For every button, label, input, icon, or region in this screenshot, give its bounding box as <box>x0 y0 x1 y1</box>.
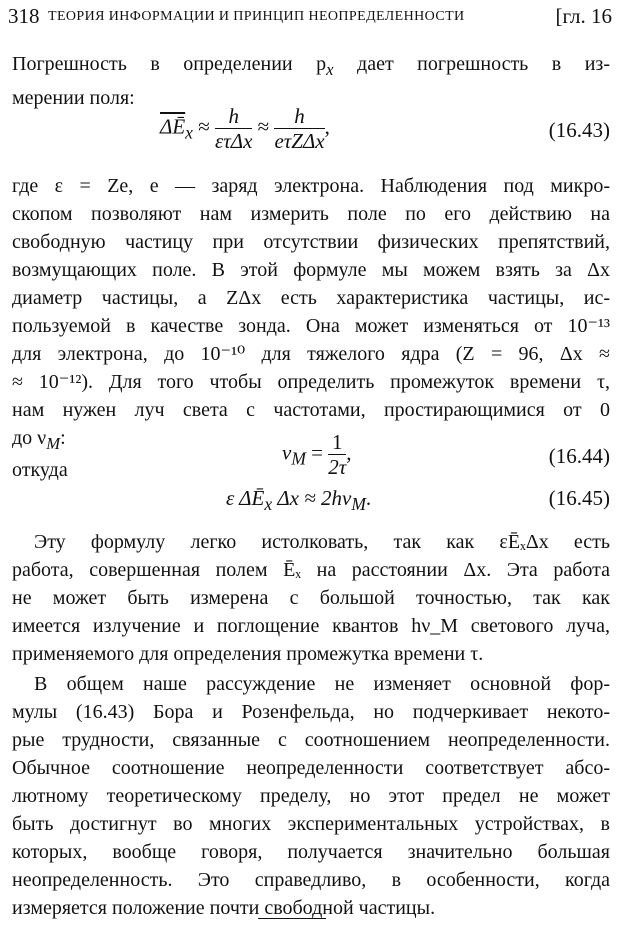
text-line: лютному теоретическому пределу, но этот предел не может <box>12 785 610 807</box>
text-line: для электрона, до 10⁻¹⁰ для тяжелого ядра (Z = 96, Δx ≈ <box>12 343 610 365</box>
text-line: которых, вообще говоря, получается значительно большая <box>12 841 610 863</box>
text-line: свободную частицу при отсутствии физических препятствий, <box>12 231 610 253</box>
equation-16-45: ε $\Delta Ē_x$ $\Delta x \approx 2h\nu_M$. (16.45) <box>226 486 610 515</box>
text-line: не может быть измерена с большой точностью, так как <box>12 587 610 609</box>
word-otkuda: откуда <box>12 459 68 481</box>
paragraph-interpretation <box>12 528 610 668</box>
text-line: измеряется положение почти свободной частицы. <box>12 897 436 919</box>
text-line: мулы (16.43) Бора и Розенфельда, но подчеркивает некото- <box>12 701 610 723</box>
running-header <box>8 4 612 30</box>
text-line: возмущающих поле. В этой формуле мы можем взять за Δx <box>12 259 610 281</box>
text-line: В общем наше рассуждение не изменяет основной фор- <box>34 673 610 695</box>
text-line: Эту формулу легко истолковать, так как εĒₓΔx есть <box>34 531 610 553</box>
text-line: до $\nu_M$: <box>12 427 66 453</box>
page-number: 318 <box>8 4 40 28</box>
paragraph-conclusion <box>12 670 610 922</box>
text-line: рые трудности, связанные с соотношением неопределенности. <box>12 729 610 751</box>
equation-16-44: $\nu_M$ = $\frac{1}{2\tau}$ , (16.44) <box>282 430 610 479</box>
equation-number: (16.43) <box>548 118 610 142</box>
text-line: Погрешность в определении $p_x$ дает погрешность в из- <box>12 53 610 79</box>
chapter-marker: [гл. 16 <box>555 4 612 28</box>
text-line: быть достигнут во многих экспериментальных устройствах, в <box>12 813 610 835</box>
equation-number: (16.44) <box>548 444 610 468</box>
text-line: неопределенность. Это справедливо, в особенности, когда <box>12 869 610 891</box>
text-line: нам нужен луч света с частотами, простирающимися от 0 <box>12 399 610 421</box>
text-line: скопом позволяют нам измерить поле по его действию на <box>12 203 610 225</box>
footer-rule <box>258 918 326 919</box>
text-line: работа, совершенная полем Ēₓ на расстоянии Δx. Эта работа <box>12 559 610 581</box>
text-line: ≈ 10⁻¹²). Для того чтобы определить промежуток времени τ, <box>12 371 610 393</box>
text-line: имеется излучение и поглощение квантов hν_M светового луча, <box>12 615 610 637</box>
running-title: ТЕОРИЯ ИНФОРМАЦИИ И ПРИНЦИП НЕОПРЕДЕЛЕННОСТИ <box>48 9 465 24</box>
text-line: Обычное соотношение неопределенности соответствует абсо- <box>12 757 610 779</box>
equation-number: (16.45) <box>548 486 610 510</box>
text-line: где ε = Ze, e — заряд электрона. Наблюдения под микро- <box>12 175 610 197</box>
text-line: диаметр частицы, а ZΔx есть характеристика частицы, ис- <box>12 287 610 309</box>
equation-16-43: $\overline{\Delta Ē}_x$ ≈ $\frac{h}{\text{ετΔx}}$ ≈ $\frac{h}{\text{eτZΔx}}$ , (16.43) <box>160 104 610 153</box>
paragraph-observation <box>12 172 610 458</box>
text-line: пользуемой в качестве зонда. Она может изменяться от 10⁻¹³ <box>12 315 610 337</box>
paragraph-intro <box>12 50 610 112</box>
text-line: мерении поля: <box>12 87 135 109</box>
text-line: применяемого для определения промежутка времени τ. <box>12 643 484 665</box>
